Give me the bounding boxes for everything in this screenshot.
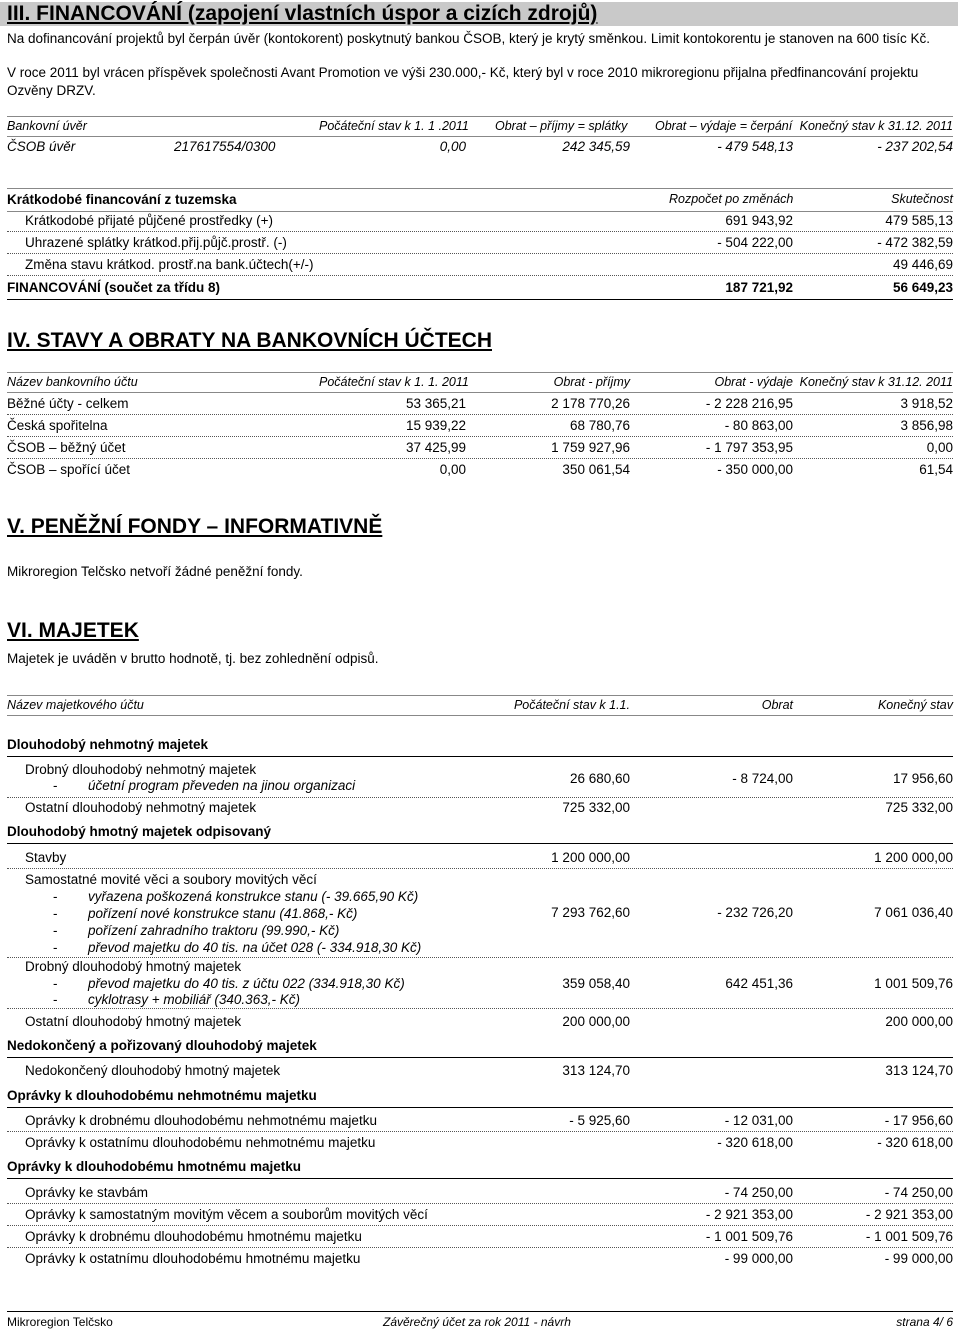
- bank-row-name: ČSOB – běžný účet: [7, 440, 126, 455]
- bank-row-expense: - 2 228 216,95: [705, 396, 793, 411]
- section-v-title: V. PENĚŽNÍ FONDY – INFORMATIVNĚ: [7, 515, 383, 538]
- short-row-label: Krátkodobé přijaté půjčené prostředky (+): [25, 213, 274, 228]
- asset-row-end: - 320 618,00: [877, 1135, 953, 1150]
- short-financing-budget-col: Rozpočet po změnách: [669, 192, 794, 206]
- bank-row-income: 68 780,76: [569, 418, 630, 433]
- asset-group-heading: [7, 1088, 953, 1108]
- asset-note-dash: -: [53, 976, 58, 991]
- bank-row-end: 3 856,98: [900, 418, 953, 433]
- bank-row: [7, 462, 953, 480]
- asset-row-turnover: - 1 001 509,76: [705, 1229, 793, 1244]
- asset-note-dash: -: [53, 992, 58, 1007]
- loan-table-header: [7, 116, 953, 137]
- loan-col-income: Obrat – příjmy = splátky: [495, 119, 628, 133]
- asset-row-note: převod majetku do 40 tis. na účet 028 (- 334.918,30 Kč): [88, 940, 422, 955]
- short-row-budget: 691 943,92: [725, 213, 793, 228]
- assets-col-start: Počáteční stav k 1.1.: [513, 698, 630, 712]
- bank-row-name: Běžné účty - celkem: [7, 396, 129, 411]
- asset-row-end: 725 332,00: [885, 800, 953, 815]
- asset-row: [7, 959, 953, 1009]
- asset-row-turnover: - 99 000,00: [724, 1251, 793, 1266]
- asset-row-label: Oprávky k drobnému dlouhodobému hmotnému majetku: [25, 1229, 362, 1244]
- bank-row-expense: - 350 000,00: [717, 462, 793, 477]
- asset-row: [7, 1135, 953, 1153]
- asset-row: [7, 1113, 953, 1132]
- asset-row-end: - 2 921 353,00: [865, 1207, 953, 1222]
- short-financing-title: Krátkodobé financování z tuzemska: [7, 192, 237, 207]
- bank-col-expense: Obrat - výdaje: [714, 375, 793, 389]
- bank-table-header: [7, 372, 953, 393]
- bank-row: [7, 396, 953, 415]
- assets-col-end: Konečný stav: [877, 698, 953, 712]
- section-iii-title: III. FINANCOVÁNÍ (zapojení vlastních úspor a cizích zdrojů): [0, 2, 958, 26]
- asset-group-label: Nedokončený a pořizovaný dlouhodobý majetek: [7, 1038, 317, 1053]
- footer-document-title: Závěrečný účet za rok 2011 - návrh: [383, 1315, 571, 1329]
- asset-row: [7, 1014, 953, 1032]
- assets-table-header: [7, 695, 953, 716]
- asset-row-note: cyklotrasy + mobiliář (340.363,- Kč): [88, 992, 300, 1007]
- asset-group-heading: [7, 737, 953, 757]
- asset-row-turnover: 642 451,36: [725, 976, 793, 991]
- asset-row-turnover: - 2 921 353,00: [705, 1207, 793, 1222]
- bank-row: [7, 440, 953, 459]
- bank-row-end: 0,00: [926, 440, 953, 455]
- short-financing-total: [7, 280, 953, 300]
- asset-row-start: 1 200 000,00: [551, 850, 630, 865]
- asset-row-label: Oprávky k samostatným movitým věcem a souborům movitých věcí: [25, 1207, 428, 1222]
- asset-row-label: Samostatné movité věci a soubory movitých věcí: [25, 872, 317, 887]
- asset-note-dash: -: [53, 906, 58, 921]
- asset-row-end: - 99 000,00: [884, 1251, 953, 1266]
- asset-note-dash: -: [53, 940, 58, 955]
- asset-row-start: 725 332,00: [562, 800, 630, 815]
- asset-row-turnover: - 8 724,00: [732, 771, 793, 786]
- asset-group-label: Oprávky k dlouhodobému hmotnému majetku: [7, 1159, 302, 1174]
- bank-col-start: Počáteční stav k 1. 1. 2011: [319, 375, 469, 389]
- bank-row-start: 53 365,21: [405, 396, 466, 411]
- asset-row-turnover: - 12 031,00: [724, 1113, 793, 1128]
- asset-row: [7, 850, 953, 869]
- asset-group-label: Dlouhodobý hmotný majetek odpisovaný: [7, 824, 272, 839]
- asset-row-turnover: - 232 726,20: [717, 905, 793, 920]
- asset-row-label: Ostatní dlouhodobý hmotný majetek: [25, 1014, 242, 1029]
- short-row-actual: 479 585,13: [885, 213, 953, 228]
- loan-end: - 237 202,54: [877, 139, 953, 154]
- short-row-actual: 49 446,69: [892, 257, 953, 272]
- asset-row-end: 200 000,00: [885, 1014, 953, 1029]
- loan-col-name: Bankovní úvěr: [7, 119, 87, 133]
- asset-row-label: Drobný dlouhodobý nehmotný majetek: [25, 762, 257, 777]
- loan-account: 217617554/0300: [174, 139, 276, 154]
- asset-group-heading: [7, 1159, 953, 1179]
- asset-row-start: 26 680,60: [569, 771, 630, 786]
- short-total-actual: 56 649,23: [892, 280, 953, 295]
- short-financing-actual-col: Skutečnost: [891, 192, 953, 206]
- short-financing-row: [7, 235, 953, 254]
- asset-row: [7, 1063, 953, 1081]
- short-financing-row: [7, 257, 953, 276]
- asset-row-end: 7 061 036,40: [874, 905, 953, 920]
- short-financing-row: [7, 213, 953, 232]
- section-iv-title: IV. STAVY A OBRATY NA BANKOVNÍCH ÚČTECH: [7, 329, 492, 352]
- financing-paragraph-1: Na dofinancování projektů byl čerpán úvěr (kontokorent) poskytnutý bankou ČSOB, který je krytý směnkou. Limit kontokorentu je stanoven na 600 tisíc Kč.: [7, 31, 930, 46]
- section-vi-title: VI. MAJETEK: [7, 619, 139, 642]
- loan-expense: - 479 548,13: [717, 139, 793, 154]
- loan-income: 242 345,59: [562, 139, 630, 154]
- footer-organization: Mikroregion Telčsko: [7, 1315, 113, 1329]
- asset-row-end: 17 956,60: [892, 771, 953, 786]
- asset-row: [7, 872, 953, 958]
- bank-row-name: ČSOB – spořící účet: [7, 462, 131, 477]
- short-financing-header: [7, 188, 953, 212]
- bank-row-start: 37 425,99: [405, 440, 466, 455]
- short-total-budget: 187 721,92: [725, 280, 793, 295]
- bank-row-name: Česká spořitelna: [7, 418, 108, 433]
- asset-group-label: Oprávky k dlouhodobému nehmotnému majetku: [7, 1088, 317, 1103]
- asset-row-label: Ostatní dlouhodobý nehmotný majetek: [25, 800, 257, 815]
- asset-row-label: Oprávky k drobnému dlouhodobému nehmotnému majetku: [25, 1113, 377, 1128]
- bank-row-expense: - 1 797 353,95: [705, 440, 793, 455]
- bank-col-end: Konečný stav k 31.12. 2011: [799, 375, 953, 389]
- asset-row-start: 200 000,00: [562, 1014, 630, 1029]
- short-total-label: FINANCOVÁNÍ (součet za třídu 8): [7, 280, 221, 295]
- asset-group-heading: [7, 824, 953, 844]
- loan-col-expense: Obrat – výdaje = čerpání: [655, 119, 793, 133]
- asset-note-dash: -: [53, 778, 58, 793]
- asset-row-end: - 17 956,60: [884, 1113, 953, 1128]
- asset-row-end: - 74 250,00: [884, 1185, 953, 1200]
- asset-note-dash: -: [53, 923, 58, 938]
- asset-row-turnover: - 320 618,00: [717, 1135, 793, 1150]
- short-row-label: Změna stavu krátkod. prostř.na bank.účtech(+/-): [25, 257, 314, 272]
- loan-start: 0,00: [439, 139, 466, 154]
- asset-row-note: převod majetku do 40 tis. z účtu 022 (334.918,30 Kč): [88, 976, 405, 991]
- bank-row-income: 350 061,54: [562, 462, 630, 477]
- asset-row-note: účetní program převeden na jinou organizaci: [88, 778, 356, 793]
- asset-group-label: Dlouhodobý nehmotný majetek: [7, 737, 209, 752]
- assets-col-turnover: Obrat: [761, 698, 793, 712]
- loan-col-start: Počáteční stav k 1. 1 .2011: [319, 119, 469, 133]
- short-row-label: Uhrazené splátky krátkod.přij.půjč.prostř. (-): [25, 235, 287, 250]
- asset-row-end: 313 124,70: [885, 1063, 953, 1078]
- page-footer: [7, 1311, 953, 1332]
- asset-row: [7, 800, 953, 818]
- loan-col-end: Konečný stav k 31.12. 2011: [799, 119, 953, 133]
- bank-row-expense: - 80 863,00: [724, 418, 793, 433]
- bank-row-end: 61,54: [919, 462, 953, 477]
- asset-row-label: Nedokončený dlouhodobý hmotný majetek: [25, 1063, 281, 1078]
- asset-row-end: 1 001 509,76: [874, 976, 953, 991]
- footer-page-number: strana 4/ 6: [896, 1315, 953, 1329]
- bank-row-start: 0,00: [439, 462, 466, 477]
- asset-row-label: Oprávky ke stavbám: [25, 1185, 149, 1200]
- bank-row: [7, 418, 953, 437]
- bank-col-name: Název bankovního účtu: [7, 375, 138, 389]
- asset-row-end: - 1 001 509,76: [865, 1229, 953, 1244]
- asset-row-start: 313 124,70: [562, 1063, 630, 1078]
- asset-row-start: 359 058,40: [562, 976, 630, 991]
- asset-row: [7, 1251, 953, 1269]
- asset-row: [7, 1207, 953, 1226]
- asset-row-note: pořízení nové konstrukce stanu (41.868,- Kč): [88, 906, 358, 921]
- bank-row-end: 3 918,52: [900, 396, 953, 411]
- asset-row-start: 7 293 762,60: [551, 905, 630, 920]
- financing-paragraph-2: V roce 2011 byl vrácen příspěvek společnosti Avant Promotion ve výši 230.000,- Kč, který byl v roce 2010 mikroregionu přijalna předfinancování projektu Ozvěny DRZV.: [7, 65, 919, 98]
- asset-row-label: Oprávky k ostatnímu dlouhodobému nehmotnému majetku: [25, 1135, 376, 1150]
- funds-text: Mikroregion Telčsko netvoří žádné peněžní fondy.: [7, 564, 303, 579]
- asset-row: [7, 1229, 953, 1248]
- asset-note-dash: -: [53, 889, 58, 904]
- assets-text: Majetek je uváděn v brutto hodnotě, tj. bez zohlednění odpisů.: [7, 651, 379, 666]
- short-row-budget: - 504 222,00: [717, 235, 793, 250]
- short-row-actual: - 472 382,59: [877, 235, 953, 250]
- asset-row-start: - 5 925,60: [569, 1113, 630, 1128]
- asset-row: [7, 762, 953, 798]
- bank-row-start: 15 939,22: [405, 418, 466, 433]
- bank-col-income: Obrat - příjmy: [553, 375, 630, 389]
- loan-row: [7, 139, 953, 157]
- asset-row-label: Stavby: [25, 850, 67, 865]
- bank-row-income: 1 759 927,96: [551, 440, 630, 455]
- assets-col-name: Název majetkového účtu: [7, 698, 144, 712]
- asset-row-note: pořízení zahradního traktoru (99.990,- Kč): [88, 923, 340, 938]
- asset-row-turnover: - 74 250,00: [724, 1185, 793, 1200]
- asset-row: [7, 1185, 953, 1204]
- asset-row-note: vyřazena poškozená konstrukce stanu (- 39.665,90 Kč): [88, 889, 419, 904]
- asset-row-end: 1 200 000,00: [874, 850, 953, 865]
- loan-name: ČSOB úvěr: [7, 139, 76, 154]
- asset-row-label: Oprávky k ostatnímu dlouhodobému hmotnému majetku: [25, 1251, 361, 1266]
- bank-row-income: 2 178 770,26: [551, 396, 630, 411]
- asset-group-heading: [7, 1038, 953, 1058]
- asset-row-label: Drobný dlouhodobý hmotný majetek: [25, 959, 242, 974]
